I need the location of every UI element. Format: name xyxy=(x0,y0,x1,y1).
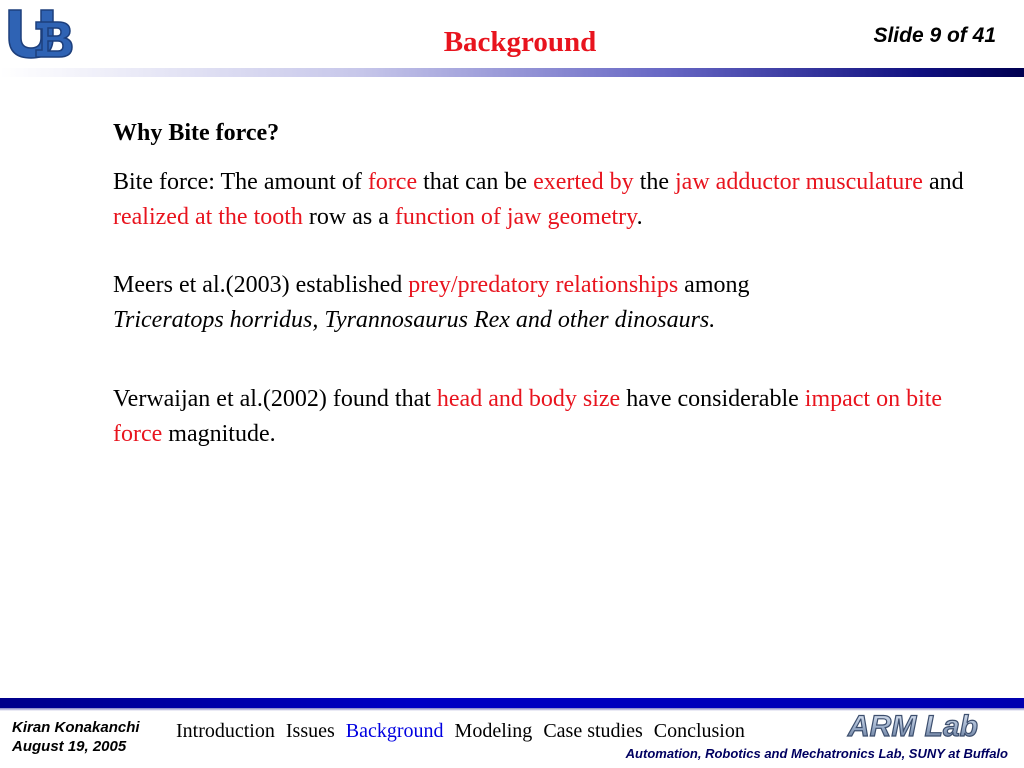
text-run: Meers et al.(2003) established xyxy=(113,272,409,298)
paragraph-meers xyxy=(113,268,973,338)
slide-number: Slide 9 of 41 xyxy=(873,24,996,47)
text-run: the xyxy=(633,169,676,195)
lab-name: Automation, Robotics and Mechatronics Lab, SUNY at Buffalo xyxy=(625,746,1008,761)
highlight-run: impact on bite force xyxy=(113,386,943,447)
highlight-run: realized at the tooth xyxy=(113,204,303,230)
highlight-run: force xyxy=(367,169,418,195)
arm-lab-logo-icon xyxy=(840,707,1005,745)
nav-introduction[interactable]: Introduction xyxy=(176,720,275,742)
presentation-date: August 19, 2005 xyxy=(12,738,127,755)
nav-background[interactable]: Background xyxy=(345,720,444,742)
body-heading: Why Bite force? xyxy=(113,120,280,146)
highlight-run: function of jaw geometry xyxy=(394,204,637,230)
text-run: among xyxy=(678,272,750,298)
highlight-run: exerted by xyxy=(533,169,634,195)
nav-case-studies[interactable]: Case studies xyxy=(543,720,643,742)
highlight-run: head and body size xyxy=(436,386,621,412)
text-run: . xyxy=(636,204,643,230)
header-divider xyxy=(0,68,1024,77)
paragraph-verwaijan xyxy=(113,382,973,452)
italic-run: Triceratops horridus, Tyrannosaurus Rex and other dinosaurs. xyxy=(113,307,716,333)
text-run: Bite force: The amount of xyxy=(113,169,368,195)
nav-issues[interactable]: Issues xyxy=(285,720,335,742)
highlight-run: jaw adductor musculature xyxy=(675,169,923,195)
nav-modeling[interactable]: Modeling xyxy=(454,720,533,742)
text-run: and xyxy=(922,169,964,195)
text-run: magnitude. xyxy=(162,421,276,447)
text-run: Verwaijan et al.(2002) found that xyxy=(113,386,437,412)
nav-conclusion[interactable]: Conclusion xyxy=(653,720,745,742)
author-name: Kiran Konakanchi xyxy=(12,719,140,736)
slide-title: Background xyxy=(443,26,597,58)
text-run: have considerable xyxy=(620,386,805,412)
svg-text:ARM Lab: ARM Lab xyxy=(848,710,978,743)
slide-body xyxy=(113,120,973,452)
highlight-run: prey/predatory relationships xyxy=(408,272,679,298)
author-block xyxy=(12,718,140,756)
text-run: that can be xyxy=(417,169,534,195)
paragraph-bite-force xyxy=(113,165,973,235)
text-run: row as a xyxy=(302,204,395,230)
section-nav xyxy=(176,720,751,743)
